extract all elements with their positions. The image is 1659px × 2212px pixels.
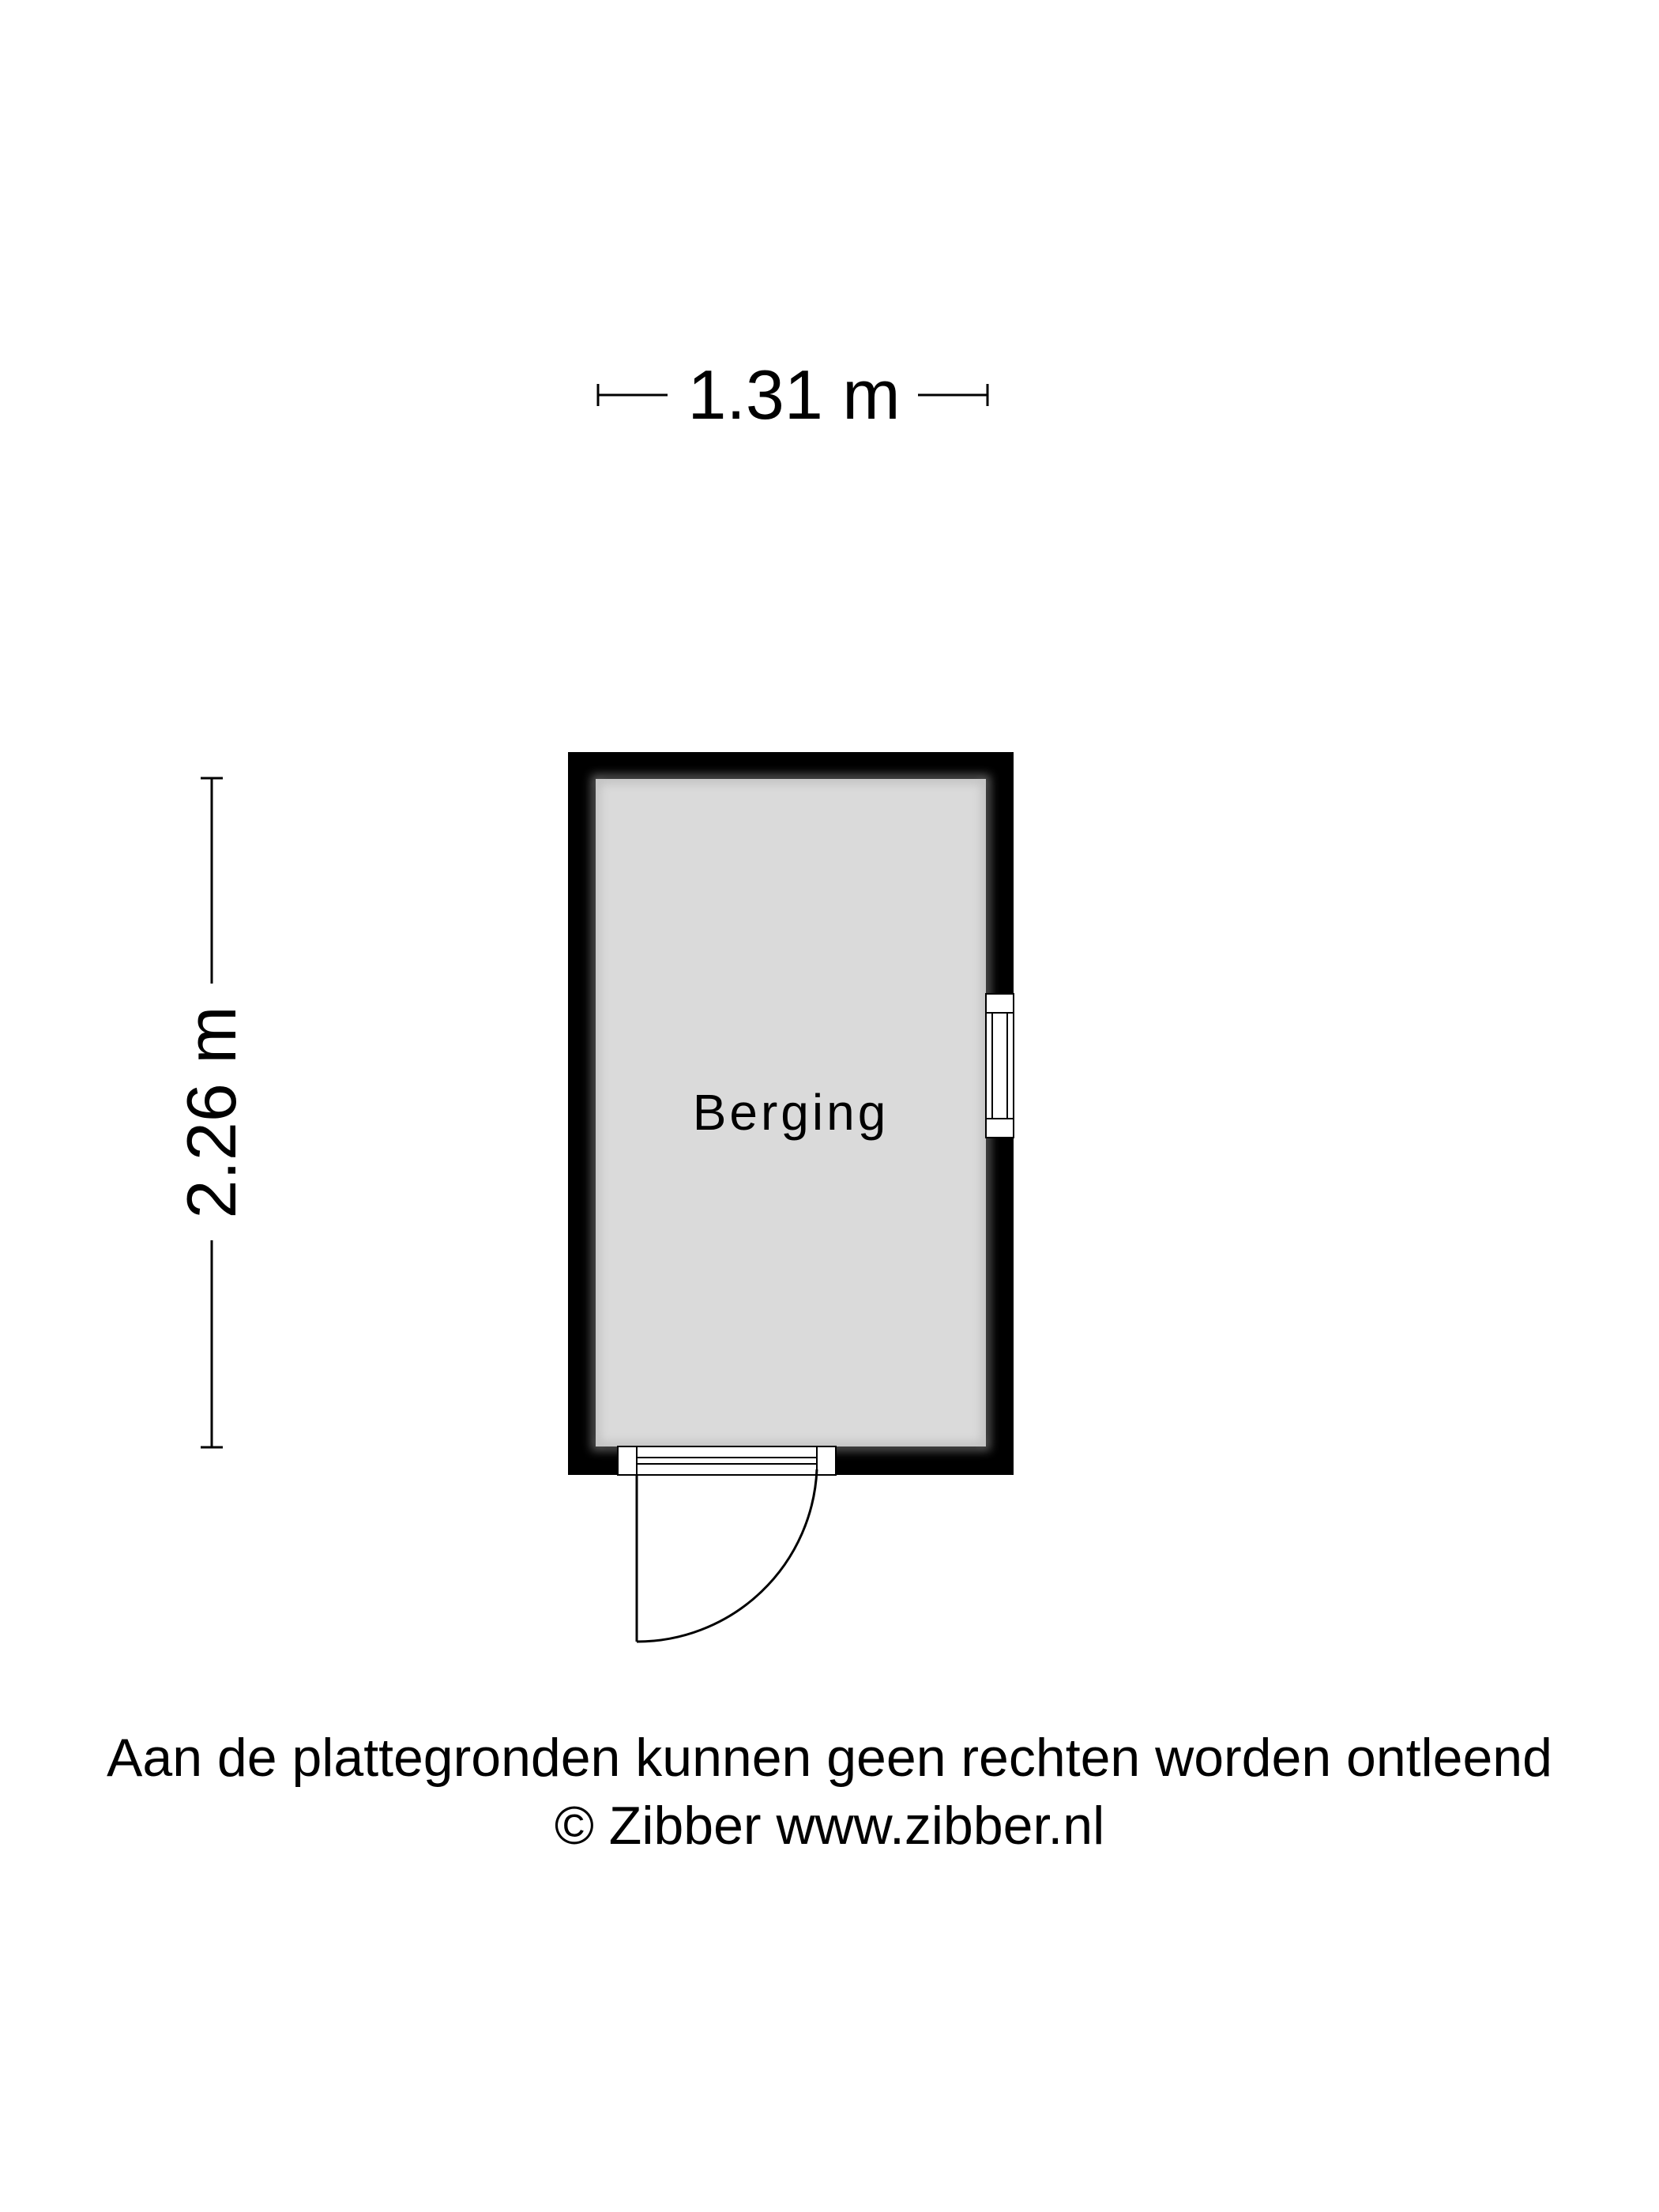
width-dimension	[598, 356, 988, 434]
copyright-text: © Zibber www.zibber.nl	[554, 1796, 1105, 1856]
window-opening	[986, 994, 1014, 1138]
room-label: Berging	[692, 1084, 890, 1141]
height-dimension-label: 2.26 m	[172, 1006, 250, 1219]
door-opening	[618, 1446, 836, 1475]
door-swing-arc	[637, 1469, 817, 1642]
window	[986, 994, 1014, 1138]
height-dimension	[172, 778, 250, 1447]
room-berging	[568, 752, 1014, 1642]
disclaimer-text: Aan de plattegronden kunnen geen rechten worden ontleend	[107, 1728, 1552, 1788]
door	[618, 1446, 836, 1642]
width-dimension-label: 1.31 m	[687, 356, 901, 434]
